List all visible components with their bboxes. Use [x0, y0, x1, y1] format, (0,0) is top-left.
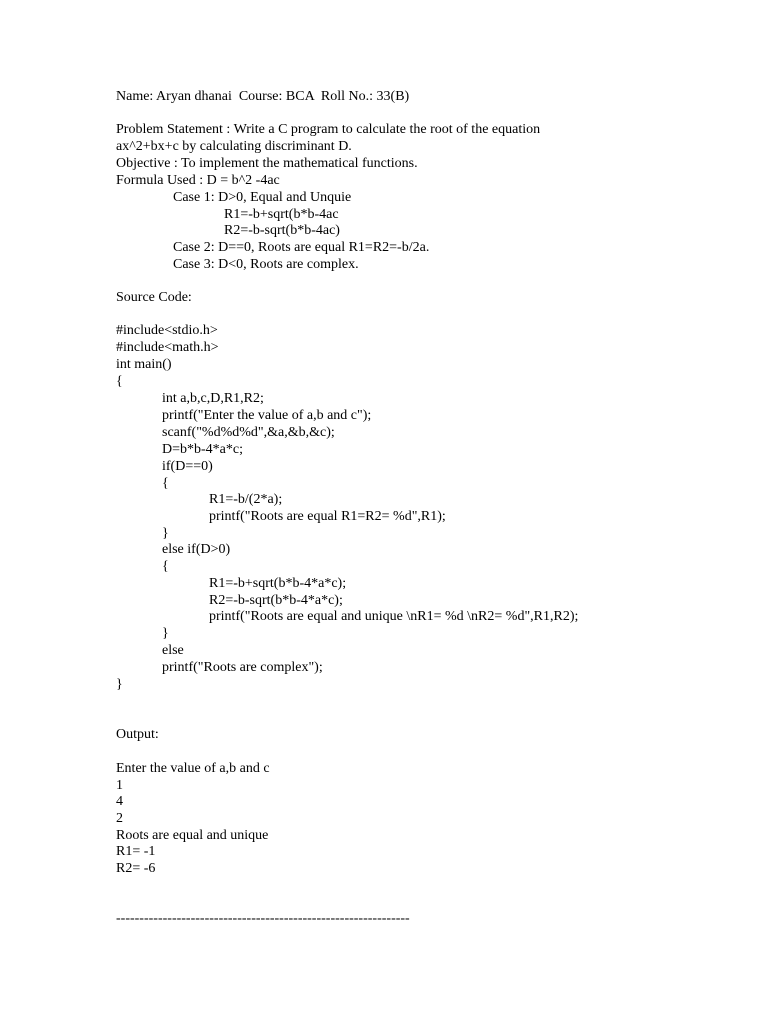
problem-statement-line-1: Problem Statement : Write a C program to calculate the root of the equation: [116, 122, 541, 137]
code-line: }: [162, 626, 169, 641]
code-line: else if(D>0): [162, 542, 231, 557]
output-line: R2= -6: [116, 861, 156, 876]
code-line: printf("Roots are complex");: [162, 660, 323, 675]
output-line: 2: [116, 811, 123, 826]
code-line: R1=-b+sqrt(b*b-4*a*c);: [209, 576, 347, 591]
code-line: printf("Enter the value of a,b and c");: [162, 408, 372, 423]
code-line: int main(): [116, 357, 172, 372]
output-line: R1= -1: [116, 844, 156, 859]
code-line: }: [162, 526, 169, 541]
dashed-divider: ---------------------------------------------------------------: [116, 911, 410, 926]
output-line: Enter the value of a,b and c: [116, 761, 270, 776]
code-line: #include<stdio.h>: [116, 323, 218, 338]
source-code-heading: Source Code:: [116, 290, 192, 305]
code-line: D=b*b-4*a*c;: [162, 442, 243, 457]
code-line: else: [162, 643, 184, 658]
objective-line: Objective : To implement the mathematical functions.: [116, 156, 418, 171]
code-line: R2=-b-sqrt(b*b-4*a*c);: [209, 593, 343, 608]
student-info-line: Name: Aryan dhanai Course: BCA Roll No.: 33(B): [116, 89, 410, 104]
output-heading: Output:: [116, 727, 159, 742]
code-line: }: [116, 677, 123, 692]
code-line: {: [162, 476, 169, 491]
output-line: Roots are equal and unique: [116, 828, 269, 843]
output-line: 4: [116, 794, 123, 809]
formula-line: Formula Used : D = b^2 -4ac: [116, 173, 280, 188]
code-line: printf("Roots are equal and unique \nR1= %d \nR2= %d",R1,R2);: [209, 609, 579, 624]
code-line: scanf("%d%d%d",&a,&b,&c);: [162, 425, 335, 440]
code-line: R1=-b/(2*a);: [209, 492, 283, 507]
output-line: 1: [116, 778, 123, 793]
problem-statement-line-2: ax^2+bx+c by calculating discriminant D.: [116, 139, 352, 154]
code-line: {: [116, 374, 123, 389]
case-2-line: Case 2: D==0, Roots are equal R1=R2=-b/2a.: [173, 240, 430, 255]
case-1-r1-line: R1=-b+sqrt(b*b-4ac: [224, 207, 339, 222]
code-line: #include<math.h>: [116, 340, 219, 355]
code-line: if(D==0): [162, 459, 213, 474]
code-line: printf("Roots are equal R1=R2= %d",R1);: [209, 509, 446, 524]
code-line: {: [162, 559, 169, 574]
code-line: int a,b,c,D,R1,R2;: [162, 391, 264, 406]
case-3-line: Case 3: D<0, Roots are complex.: [173, 257, 359, 272]
case-1-r2-line: R2=-b-sqrt(b*b-4ac): [224, 223, 340, 238]
case-1-line: Case 1: D>0, Equal and Unquie: [173, 190, 352, 205]
